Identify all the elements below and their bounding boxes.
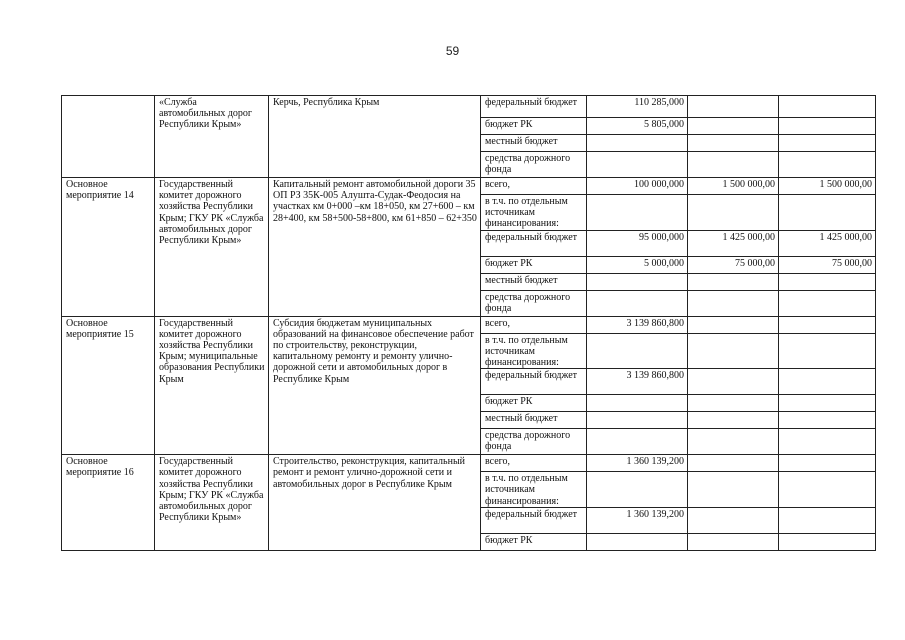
amount-cell-year-3 <box>779 369 876 395</box>
table-row <box>62 178 876 195</box>
event-cell: Основное мероприятие 14 <box>62 178 155 317</box>
funding-source-cell: всего, <box>481 455 587 472</box>
amount-cell-year-2: 75 000,00 <box>688 256 779 273</box>
amount-cell-year-3 <box>779 118 876 135</box>
executor-cell: «Служба автомобильных дорог Республики Крым» <box>155 96 269 178</box>
amount-cell-year-3: 1 425 000,00 <box>779 230 876 256</box>
funding-source-cell: всего, <box>481 178 587 195</box>
funding-source-cell: бюджет РК <box>481 118 587 135</box>
amount-cell-year-1 <box>587 333 688 369</box>
amount-cell-year-1 <box>587 395 688 412</box>
amount-cell-year-1: 110 285,000 <box>587 96 688 118</box>
amount-cell-year-2 <box>688 273 779 290</box>
amount-cell-year-3 <box>779 135 876 152</box>
amount-cell-year-2: 1 500 000,00 <box>688 178 779 195</box>
funding-source-cell: в т.ч. по отдельным источникам финансирования: <box>481 195 587 231</box>
funding-source-cell: местный бюджет <box>481 273 587 290</box>
amount-cell-year-2 <box>688 429 779 455</box>
amount-cell-year-2 <box>688 472 779 508</box>
amount-cell-year-2 <box>688 369 779 395</box>
amount-cell-year-2 <box>688 507 779 533</box>
funding-source-cell: бюджет РК <box>481 533 587 550</box>
table-row <box>62 455 876 472</box>
table-row <box>62 316 876 333</box>
page-number: 59 <box>445 44 460 58</box>
table-row <box>62 96 876 118</box>
funding-source-cell: местный бюджет <box>481 412 587 429</box>
amount-cell-year-3 <box>779 96 876 118</box>
amount-cell-year-1: 3 139 860,800 <box>587 369 688 395</box>
amount-cell-year-3 <box>779 316 876 333</box>
amount-cell-year-1: 3 139 860,800 <box>587 316 688 333</box>
amount-cell-year-1 <box>587 472 688 508</box>
table-body <box>62 96 876 551</box>
description-cell: Строительство, реконструкция, капитальный ремонт и ремонт улично-дорожной сети и автомобильных дорог в Республике Крым <box>269 455 481 551</box>
amount-cell-year-2 <box>688 533 779 550</box>
amount-cell-year-1 <box>587 273 688 290</box>
event-cell: Основное мероприятие 16 <box>62 455 155 551</box>
amount-cell-year-2 <box>688 96 779 118</box>
amount-cell-year-3 <box>779 412 876 429</box>
amount-cell-year-3 <box>779 333 876 369</box>
amount-cell-year-3 <box>779 472 876 508</box>
amount-cell-year-2 <box>688 333 779 369</box>
amount-cell-year-1: 1 360 139,200 <box>587 455 688 472</box>
executor-cell: Государственный комитет дорожного хозяйства Республики Крым; муниципальные образования Республики Крым <box>155 316 269 455</box>
amount-cell-year-2 <box>688 412 779 429</box>
amount-cell-year-3 <box>779 395 876 412</box>
description-cell: Субсидия бюджетам муниципальных образований на финансовое обеспечение работ по строительству, реконструкции, капитальному ремонту и ремонту улично-дорожной сети и автомобильных дорог в Республике Крым <box>269 316 481 455</box>
funding-source-cell: федеральный бюджет <box>481 369 587 395</box>
funding-source-cell: федеральный бюджет <box>481 230 587 256</box>
amount-cell-year-3 <box>779 429 876 455</box>
description-cell: Капитальный ремонт автомобильной дороги 35 ОП РЗ 35К-005 Алушта-Судак-Феодосия на участках км 0+000 –км 18+050, км 27+600 – км 28+400, км 58+500-58+800, км 61+850 – 62+350 <box>269 178 481 317</box>
amount-cell-year-1 <box>587 412 688 429</box>
funding-source-cell: средства дорожного фонда <box>481 429 587 455</box>
amount-cell-year-3 <box>779 290 876 316</box>
funding-source-cell: в т.ч. по отдельным источникам финансирования: <box>481 472 587 508</box>
funding-source-cell: бюджет РК <box>481 256 587 273</box>
amount-cell-year-2: 1 425 000,00 <box>688 230 779 256</box>
amount-cell-year-1 <box>587 290 688 316</box>
amount-cell-year-3 <box>779 507 876 533</box>
amount-cell-year-1: 1 360 139,200 <box>587 507 688 533</box>
amount-cell-year-3 <box>779 195 876 231</box>
funding-source-cell: всего, <box>481 316 587 333</box>
funding-source-cell: бюджет РК <box>481 395 587 412</box>
amount-cell-year-1 <box>587 195 688 231</box>
funding-source-cell: средства дорожного фонда <box>481 290 587 316</box>
amount-cell-year-2 <box>688 135 779 152</box>
description-cell: Керчь, Республика Крым <box>269 96 481 178</box>
amount-cell-year-2 <box>688 118 779 135</box>
amount-cell-year-3 <box>779 152 876 178</box>
amount-cell-year-2 <box>688 316 779 333</box>
amount-cell-year-1 <box>587 135 688 152</box>
amount-cell-year-2 <box>688 290 779 316</box>
amount-cell-year-1 <box>587 152 688 178</box>
amount-cell-year-1: 100 000,000 <box>587 178 688 195</box>
amount-cell-year-1 <box>587 429 688 455</box>
funding-source-cell: в т.ч. по отдельным источникам финансирования: <box>481 333 587 369</box>
amount-cell-year-1: 5 000,000 <box>587 256 688 273</box>
executor-cell: Государственный комитет дорожного хозяйства Республики Крым; ГКУ РК «Служба автомобильных дорог Республики Крым» <box>155 178 269 317</box>
amount-cell-year-3 <box>779 533 876 550</box>
amount-cell-year-3 <box>779 455 876 472</box>
funding-source-cell: федеральный бюджет <box>481 507 587 533</box>
amount-cell-year-2 <box>688 152 779 178</box>
amount-cell-year-2 <box>688 195 779 231</box>
amount-cell-year-1 <box>587 533 688 550</box>
amount-cell-year-3: 1 500 000,00 <box>779 178 876 195</box>
funding-source-cell: местный бюджет <box>481 135 587 152</box>
funding-source-cell: федеральный бюджет <box>481 96 587 118</box>
amount-cell-year-1: 95 000,000 <box>587 230 688 256</box>
amount-cell-year-2 <box>688 455 779 472</box>
amount-cell-year-3 <box>779 273 876 290</box>
event-cell <box>62 96 155 178</box>
event-cell: Основное мероприятие 15 <box>62 316 155 455</box>
funding-source-cell: средства дорожного фонда <box>481 152 587 178</box>
amount-cell-year-3: 75 000,00 <box>779 256 876 273</box>
budget-table <box>61 95 876 551</box>
amount-cell-year-1: 5 805,000 <box>587 118 688 135</box>
amount-cell-year-2 <box>688 395 779 412</box>
executor-cell: Государственный комитет дорожного хозяйства Республики Крым; ГКУ РК «Служба автомобильных дорог Республики Крым» <box>155 455 269 551</box>
